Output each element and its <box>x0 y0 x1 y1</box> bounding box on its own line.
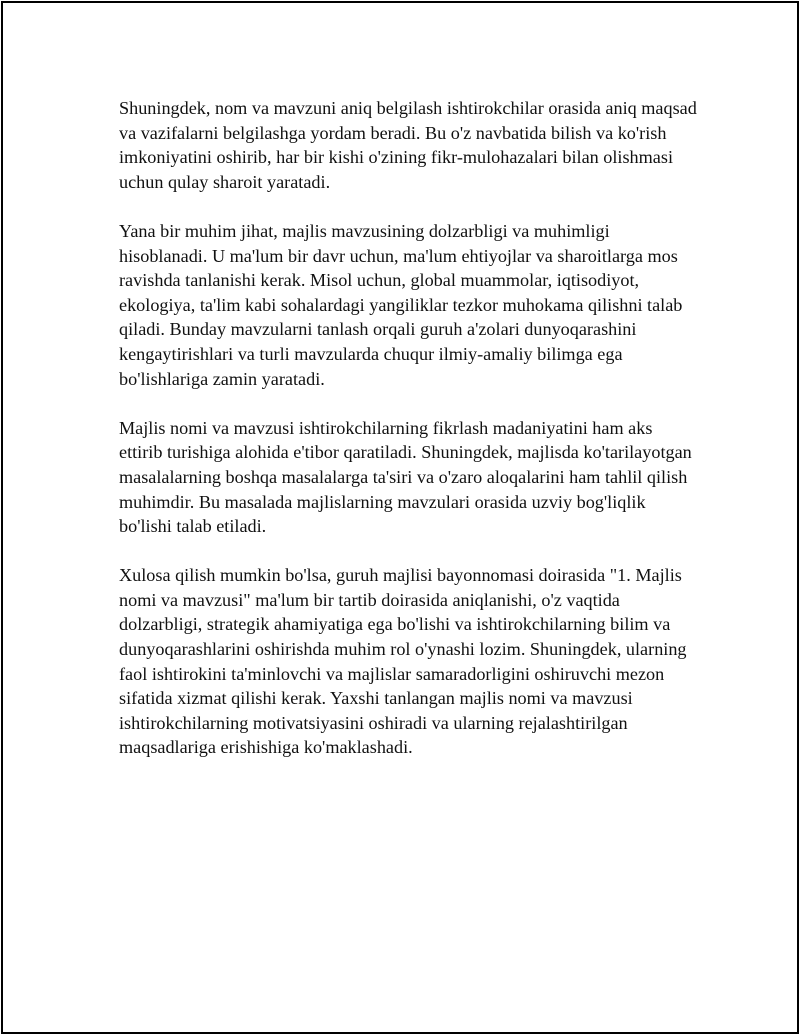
paragraph-4: Xulosa qilish mumkin bo'lsa, guruh majlisi bayonnomasi doirasida "1. Majlis nomi va mavzusi" ma'lum bir tartib doirasida aniqlanishi, o'z vaqtida dolzarbligi, strategik ahamiyatiga ega bo'lishi va ishtirokchilarning bilim va dunyoqarashlarini oshirishda muhim rol o'ynashi lozim. Shuningdek, ularning faol ishtirokini ta'minlovchi va majlislar samaradorligini oshiruvchi mezon sifatida xizmat qilishi kerak. Yaxshi tanlangan majlis nomi va mavzusi ishtirokchilarning motivatsiyasini oshiradi va ularning rejalashtirilgan maqsadlariga erishishiga ko'maklashadi. <box>119 565 687 758</box>
paragraph-1: Shuningdek, nom va mavzuni aniq belgilash ishtirokchilar orasida aniq maqsad va vazifalarni belgilashga yordam beradi. Bu o'z navbatida bilish va ko'rish imkoniyatini oshirib, har bir kishi o'zining fikr-mulohazalari bilan olishmasi uchun qulay sharoit yaratadi. <box>119 98 697 192</box>
document-page <box>1 1 799 1034</box>
paragraph-2: Yana bir muhim jihat, majlis mavzusining dolzarbligi va muhimligi hisoblanadi. U ma'lum bir davr uchun, ma'lum ehtiyojlar va sharoitlarga mos ravishda tanlanishi kerak. Misol uchun, global muammolar, iqtisodiyot, ekologiya, ta'lim kabi sohalardagi yangiliklar tezkor muhokama qilishni talab qiladi. Bunday mavzularni tanlash orqali guruh a'zolari dunyoqarashini kengaytirishlari va turli mavzularda chuqur ilmiy-amaliy bilimga ega bo'lishlariga zamin yaratadi. <box>119 220 683 389</box>
document-body <box>119 96 699 785</box>
paragraph-3: Majlis nomi va mavzusi ishtirokchilarning fikrlash madaniyatini ham aks ettirib turishiga alohida e'tibor qaratiladi. Shuningdek, majlisda ko'tarilayotgan masalalarning boshqa masalalarga ta'siri va o'zaro aloqalarini ham tahlil qilish muhimdir. Bu masalada majlislarning mavzulari orasida uzviy bog'liqlik bo'lishi talab etiladi. <box>119 417 692 537</box>
